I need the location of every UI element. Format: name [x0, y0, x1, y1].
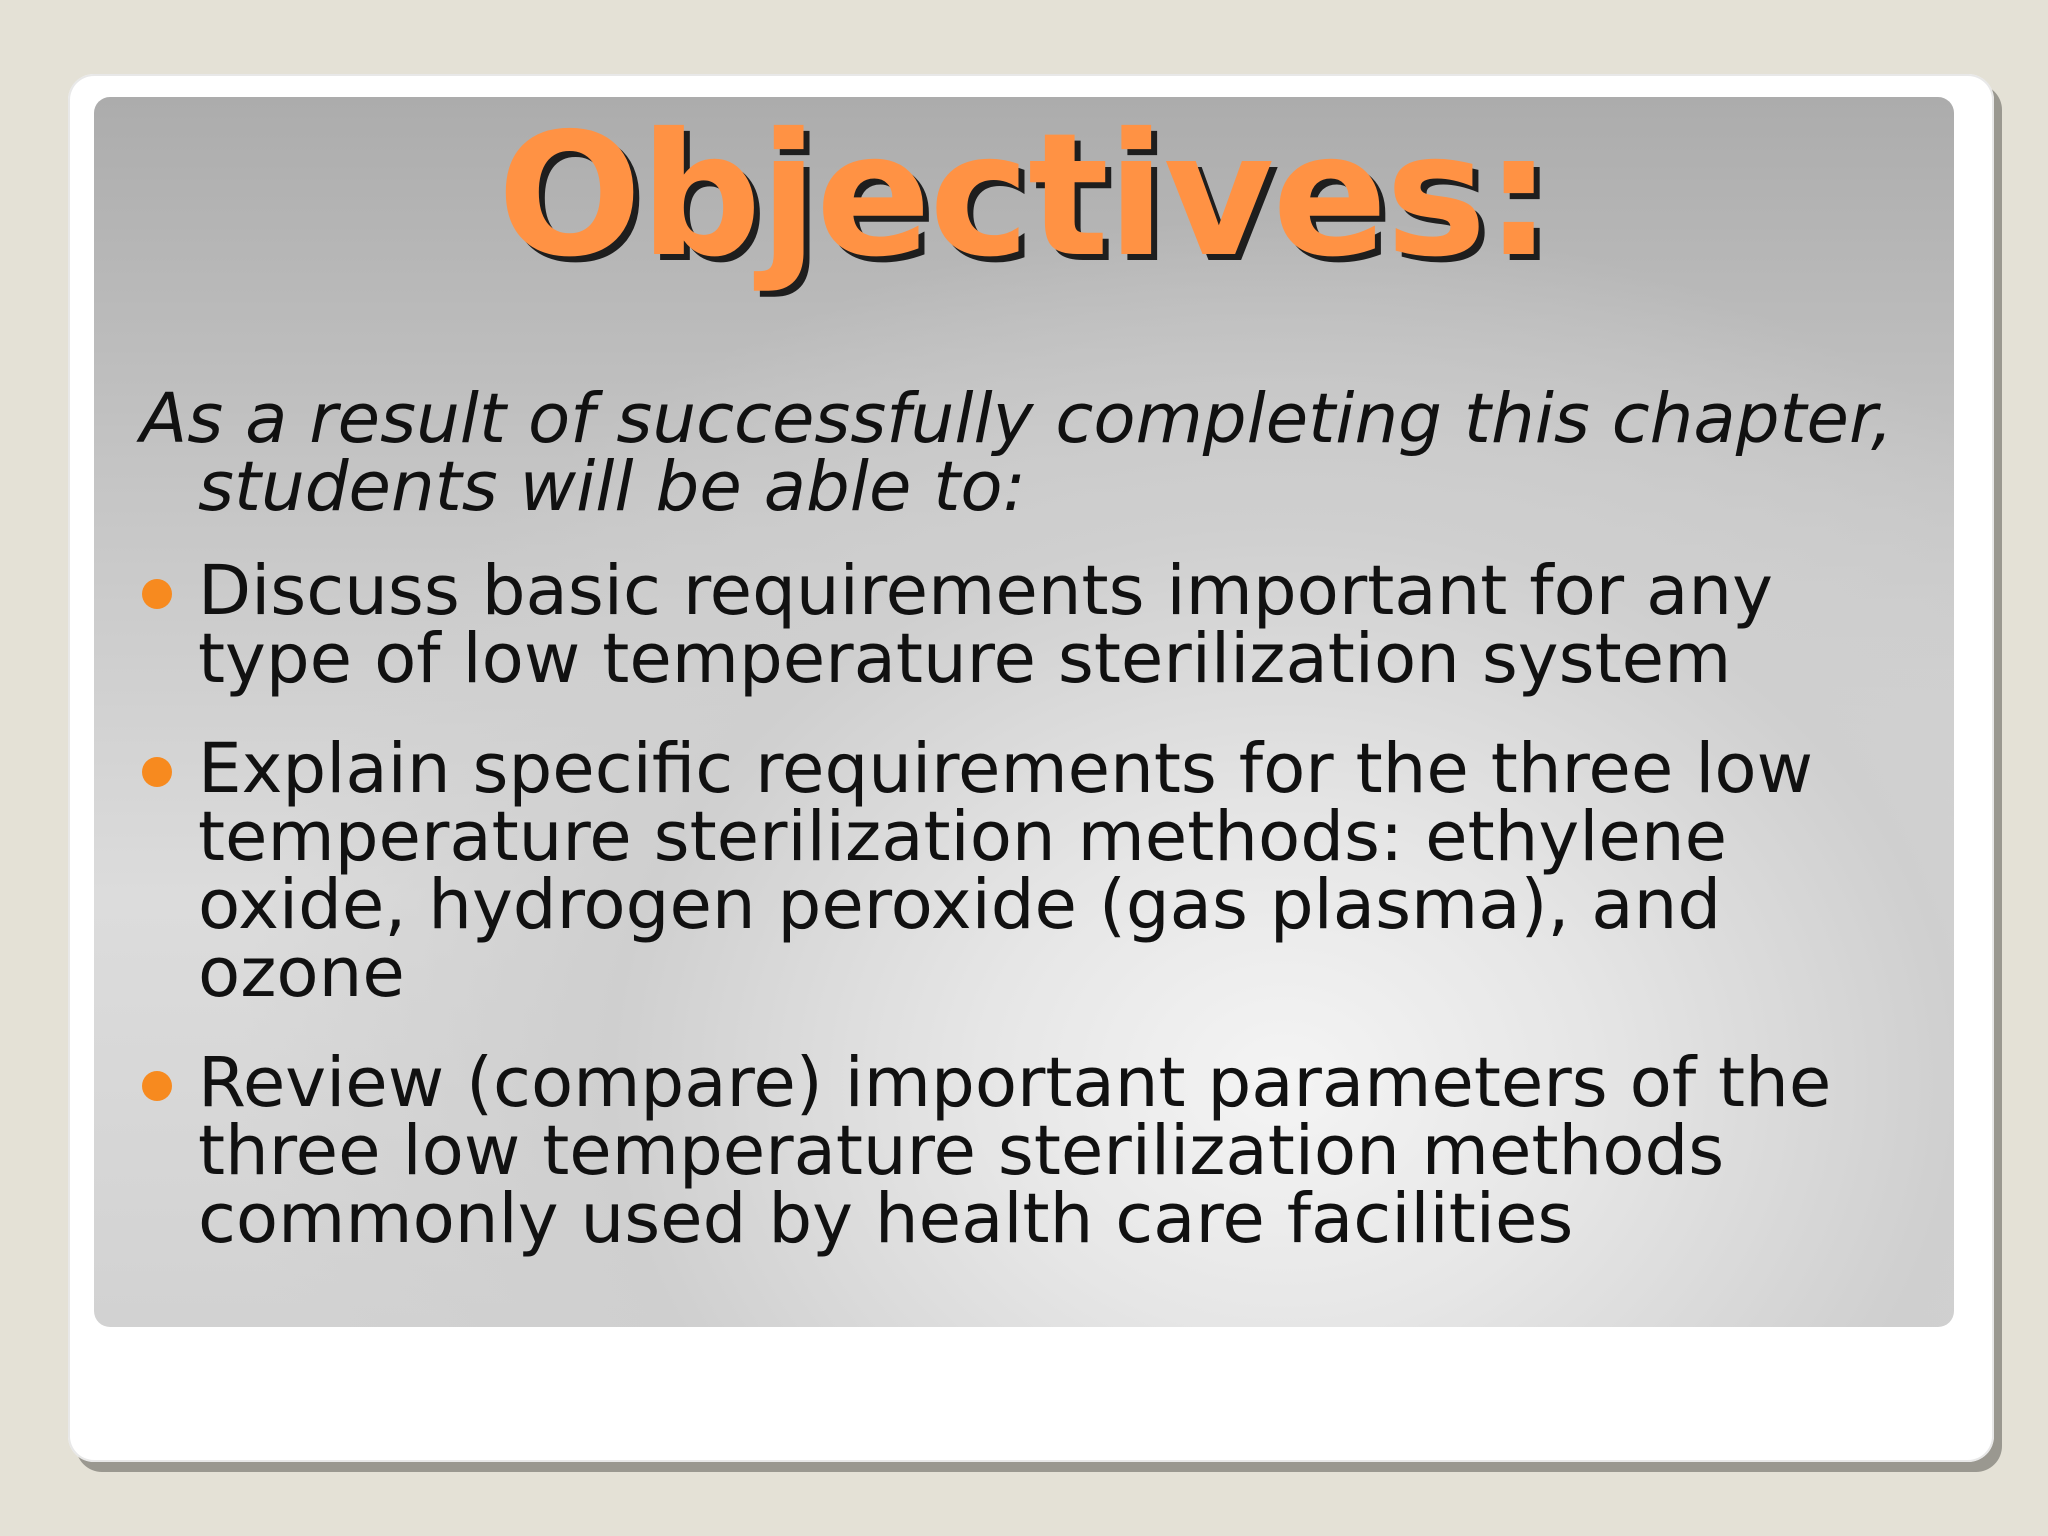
- objective-text: Explain specific requirements for the three low temperature sterilization methods: ethylene oxide, hydrogen peroxide (gas plasma), and ozone: [198, 729, 1814, 1013]
- intro-text: As a result of successfully completing this chapter, students will be able to:: [140, 379, 1893, 527]
- objective-text: Review (compare) important parameters of the three low temperature sterilization methods commonly used by health care facilities: [198, 1043, 1832, 1259]
- slide-content-panel: [94, 97, 1954, 1327]
- objective-text: Discuss basic requirements important for any type of low temperature sterilization system: [198, 551, 1773, 699]
- objective-item: [140, 729, 1940, 1013]
- objectives-list: [140, 551, 1940, 1295]
- slide-title: Objectives:: [497, 97, 1551, 295]
- objective-item: [140, 1043, 1940, 1259]
- bullet-icon: [142, 1071, 172, 1101]
- objective-item: [140, 551, 1940, 699]
- bullet-icon: [142, 757, 172, 787]
- bullet-icon: [142, 579, 172, 609]
